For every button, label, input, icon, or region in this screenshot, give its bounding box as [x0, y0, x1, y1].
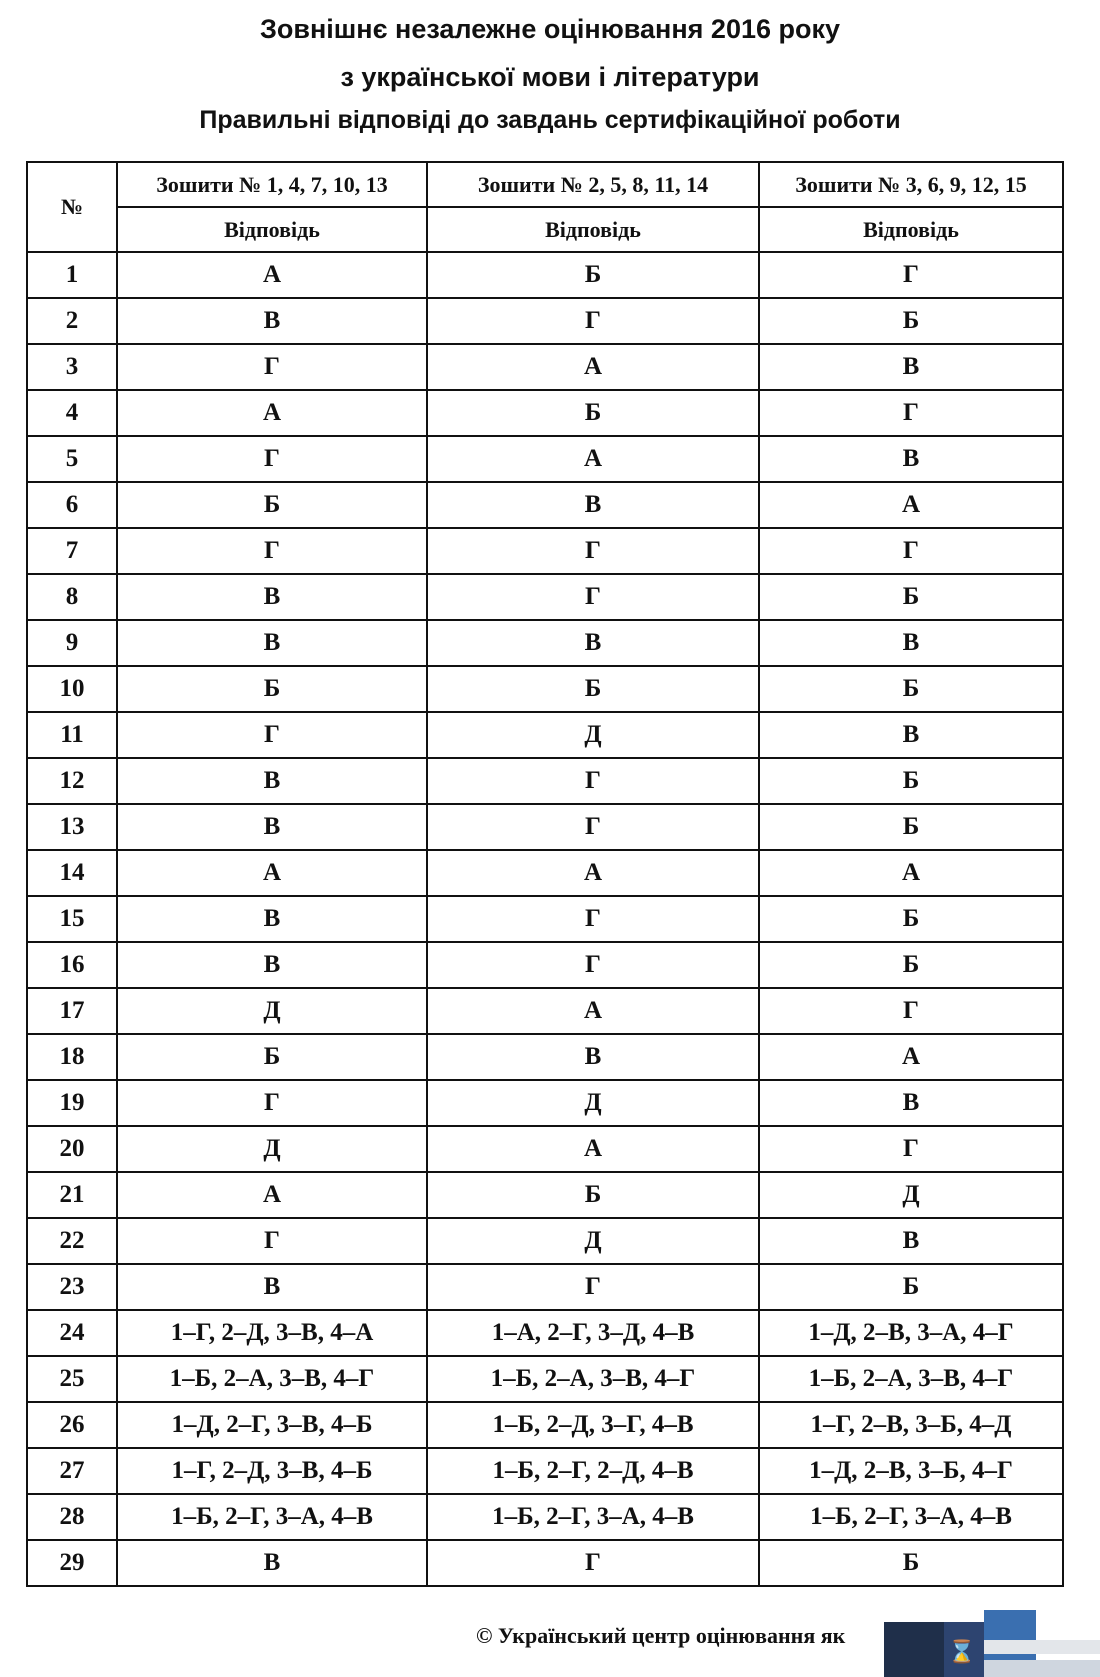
answer-cell-1: В	[117, 758, 427, 804]
title-line-2: з української мови і літератури	[340, 62, 760, 92]
answer-cell-3: Б	[759, 942, 1063, 988]
answer-cell-2: Г	[427, 528, 759, 574]
task-number: 18	[27, 1034, 117, 1080]
answer-cell-1: Б	[117, 482, 427, 528]
answer-cell-2: А	[427, 344, 759, 390]
answer-cell-3: А	[759, 1034, 1063, 1080]
task-number: 27	[27, 1448, 117, 1494]
answer-cell-1: 1–Б, 2–Г, 3–А, 4–В	[117, 1494, 427, 1540]
number-header: №	[27, 162, 117, 252]
task-number: 10	[27, 666, 117, 712]
toolbar-dark-block	[884, 1622, 944, 1677]
booklets-header-row	[27, 162, 1063, 207]
answer-cell-2: 1–Б, 2–Г, 2–Д, 4–В	[427, 1448, 759, 1494]
table-row	[27, 344, 1063, 390]
answer-cell-2: Г	[427, 896, 759, 942]
task-number: 6	[27, 482, 117, 528]
answer-cell-2: Б	[427, 666, 759, 712]
answer-cell-2: В	[427, 482, 759, 528]
answer-cell-1: А	[117, 252, 427, 298]
answer-cell-1: А	[117, 1172, 427, 1218]
table-row	[27, 1172, 1063, 1218]
table-row	[27, 1080, 1063, 1126]
answer-cell-2: Д	[427, 1218, 759, 1264]
answer-cell-1: Г	[117, 344, 427, 390]
answer-cell-1: В	[117, 804, 427, 850]
table-row	[27, 1218, 1063, 1264]
answer-cell-3: В	[759, 1218, 1063, 1264]
table-row	[27, 252, 1063, 298]
answer-cell-3: Б	[759, 1540, 1063, 1586]
answer-label-1: Відповідь	[117, 207, 427, 252]
floating-toolbar-overlay	[884, 1610, 1100, 1677]
task-number: 13	[27, 804, 117, 850]
answer-cell-2: А	[427, 988, 759, 1034]
answer-cell-3: Г	[759, 390, 1063, 436]
answer-cell-3: 1–Д, 2–В, 3–А, 4–Г	[759, 1310, 1063, 1356]
answer-cell-2: Г	[427, 574, 759, 620]
answer-cell-3: Б	[759, 804, 1063, 850]
table-row	[27, 1356, 1063, 1402]
answers-table-head	[27, 162, 1063, 252]
answers-table-body	[27, 252, 1063, 1586]
task-number: 16	[27, 942, 117, 988]
answer-cell-2: 1–А, 2–Г, 3–Д, 4–В	[427, 1310, 759, 1356]
table-row	[27, 804, 1063, 850]
task-number: 21	[27, 1172, 117, 1218]
answer-cell-2: А	[427, 850, 759, 896]
task-number: 28	[27, 1494, 117, 1540]
task-number: 2	[27, 298, 117, 344]
answer-cell-3: Б	[759, 758, 1063, 804]
table-row	[27, 988, 1063, 1034]
answer-label-2: Відповідь	[427, 207, 759, 252]
title-line-1: Зовнішнє незалежне оцінювання 2016 року	[259, 14, 841, 44]
table-row	[27, 1402, 1063, 1448]
task-number: 4	[27, 390, 117, 436]
answer-cell-2: В	[427, 620, 759, 666]
task-number: 26	[27, 1402, 117, 1448]
answer-cell-2: Г	[427, 942, 759, 988]
answer-cell-1: В	[117, 942, 427, 988]
answer-cell-2: А	[427, 436, 759, 482]
task-number: 15	[27, 896, 117, 942]
answer-cell-1: Г	[117, 528, 427, 574]
task-number: 8	[27, 574, 117, 620]
answer-cell-3: 1–Д, 2–В, 3–Б, 4–Г	[759, 1448, 1063, 1494]
booklets-header-1: Зошити № 1, 4, 7, 10, 13	[117, 162, 427, 207]
answer-cell-3: 1–Б, 2–Г, 3–А, 4–В	[759, 1494, 1063, 1540]
task-number: 9	[27, 620, 117, 666]
answer-cell-1: Г	[117, 1080, 427, 1126]
answer-cell-2: Д	[427, 712, 759, 758]
table-row	[27, 1034, 1063, 1080]
answer-cell-2: 1–Б, 2–Д, 3–Г, 4–В	[427, 1402, 759, 1448]
answer-cell-1: 1–Б, 2–А, 3–В, 4–Г	[117, 1356, 427, 1402]
answer-cell-2: Г	[427, 758, 759, 804]
answer-cell-1: 1–Г, 2–Д, 3–В, 4–Б	[117, 1448, 427, 1494]
task-number: 29	[27, 1540, 117, 1586]
answer-cell-2: Д	[427, 1080, 759, 1126]
answer-cell-1: В	[117, 1264, 427, 1310]
answer-cell-1: Г	[117, 712, 427, 758]
answer-cell-1: Б	[117, 1034, 427, 1080]
answers-table	[26, 161, 1064, 1587]
answer-cell-2: Б	[427, 252, 759, 298]
answer-cell-3: Г	[759, 1126, 1063, 1172]
copyright-footer: © Український центр оцінювання як	[476, 1623, 846, 1648]
answer-cell-3: В	[759, 1080, 1063, 1126]
answer-cell-3: 1–Г, 2–В, 3–Б, 4–Д	[759, 1402, 1063, 1448]
answer-cell-1: Д	[117, 988, 427, 1034]
answer-cell-3: Б	[759, 666, 1063, 712]
answer-label-row	[27, 207, 1063, 252]
answer-cell-3: Б	[759, 896, 1063, 942]
answer-cell-2: В	[427, 1034, 759, 1080]
task-number: 11	[27, 712, 117, 758]
answer-cell-3: Д	[759, 1172, 1063, 1218]
task-number: 12	[27, 758, 117, 804]
task-number: 23	[27, 1264, 117, 1310]
answer-cell-1: 1–Д, 2–Г, 3–В, 4–Б	[117, 1402, 427, 1448]
table-row	[27, 390, 1063, 436]
answer-cell-1: 1–Г, 2–Д, 3–В, 4–А	[117, 1310, 427, 1356]
task-number: 1	[27, 252, 117, 298]
hourglass-icon: ⌛	[948, 1640, 976, 1665]
table-row	[27, 298, 1063, 344]
answer-cell-2: Б	[427, 1172, 759, 1218]
answer-cell-3: Б	[759, 298, 1063, 344]
table-row	[27, 1494, 1063, 1540]
table-row	[27, 1264, 1063, 1310]
table-row	[27, 758, 1063, 804]
answer-cell-2: Г	[427, 1264, 759, 1310]
table-row	[27, 1448, 1063, 1494]
booklets-header-2: Зошити № 2, 5, 8, 11, 14	[427, 162, 759, 207]
table-row	[27, 436, 1063, 482]
answer-cell-2: А	[427, 1126, 759, 1172]
answer-cell-1: А	[117, 390, 427, 436]
task-number: 20	[27, 1126, 117, 1172]
answer-cell-1: Д	[117, 1126, 427, 1172]
table-row	[27, 666, 1063, 712]
answer-cell-1: Г	[117, 436, 427, 482]
toolbar-grey-bar	[984, 1640, 1100, 1654]
task-number: 25	[27, 1356, 117, 1402]
answer-cell-3: А	[759, 850, 1063, 896]
answer-cell-2: Г	[427, 298, 759, 344]
answer-cell-3: А	[759, 482, 1063, 528]
answer-cell-2: 1–Б, 2–Г, 3–А, 4–В	[427, 1494, 759, 1540]
answer-cell-3: В	[759, 620, 1063, 666]
task-number: 5	[27, 436, 117, 482]
answer-cell-3: Б	[759, 574, 1063, 620]
answer-cell-3: В	[759, 712, 1063, 758]
table-row	[27, 620, 1063, 666]
table-row	[27, 942, 1063, 988]
task-number: 3	[27, 344, 117, 390]
answer-cell-1: Б	[117, 666, 427, 712]
answer-cell-1: В	[117, 298, 427, 344]
table-row	[27, 1126, 1063, 1172]
answer-cell-3: Г	[759, 988, 1063, 1034]
title-line-3: Правильні відповіді до завдань сертифікаційної роботи	[199, 106, 901, 134]
booklets-header-3: Зошити № 3, 6, 9, 12, 15	[759, 162, 1063, 207]
table-row	[27, 712, 1063, 758]
answer-cell-1: А	[117, 850, 427, 896]
answer-cell-1: Г	[117, 1218, 427, 1264]
answer-label-3: Відповідь	[759, 207, 1063, 252]
answer-cell-3: Б	[759, 1264, 1063, 1310]
task-number: 19	[27, 1080, 117, 1126]
table-row	[27, 850, 1063, 896]
table-row	[27, 574, 1063, 620]
table-row	[27, 1540, 1063, 1586]
answer-cell-3: В	[759, 436, 1063, 482]
answer-cell-3: В	[759, 344, 1063, 390]
table-row	[27, 896, 1063, 942]
answer-cell-2: Б	[427, 390, 759, 436]
answer-cell-3: Г	[759, 252, 1063, 298]
task-number: 17	[27, 988, 117, 1034]
task-number: 22	[27, 1218, 117, 1264]
task-number: 24	[27, 1310, 117, 1356]
task-number: 7	[27, 528, 117, 574]
table-row	[27, 482, 1063, 528]
table-row	[27, 528, 1063, 574]
answer-cell-1: В	[117, 896, 427, 942]
answer-cell-3: 1–Б, 2–А, 3–В, 4–Г	[759, 1356, 1063, 1402]
table-row	[27, 1310, 1063, 1356]
answer-cell-1: В	[117, 1540, 427, 1586]
answer-cell-1: В	[117, 620, 427, 666]
toolbar-light-strip	[984, 1660, 1100, 1677]
answer-cell-3: Г	[759, 528, 1063, 574]
answer-cell-1: В	[117, 574, 427, 620]
answer-cell-2: Г	[427, 1540, 759, 1586]
answer-cell-2: 1–Б, 2–А, 3–В, 4–Г	[427, 1356, 759, 1402]
answer-cell-2: Г	[427, 804, 759, 850]
task-number: 14	[27, 850, 117, 896]
